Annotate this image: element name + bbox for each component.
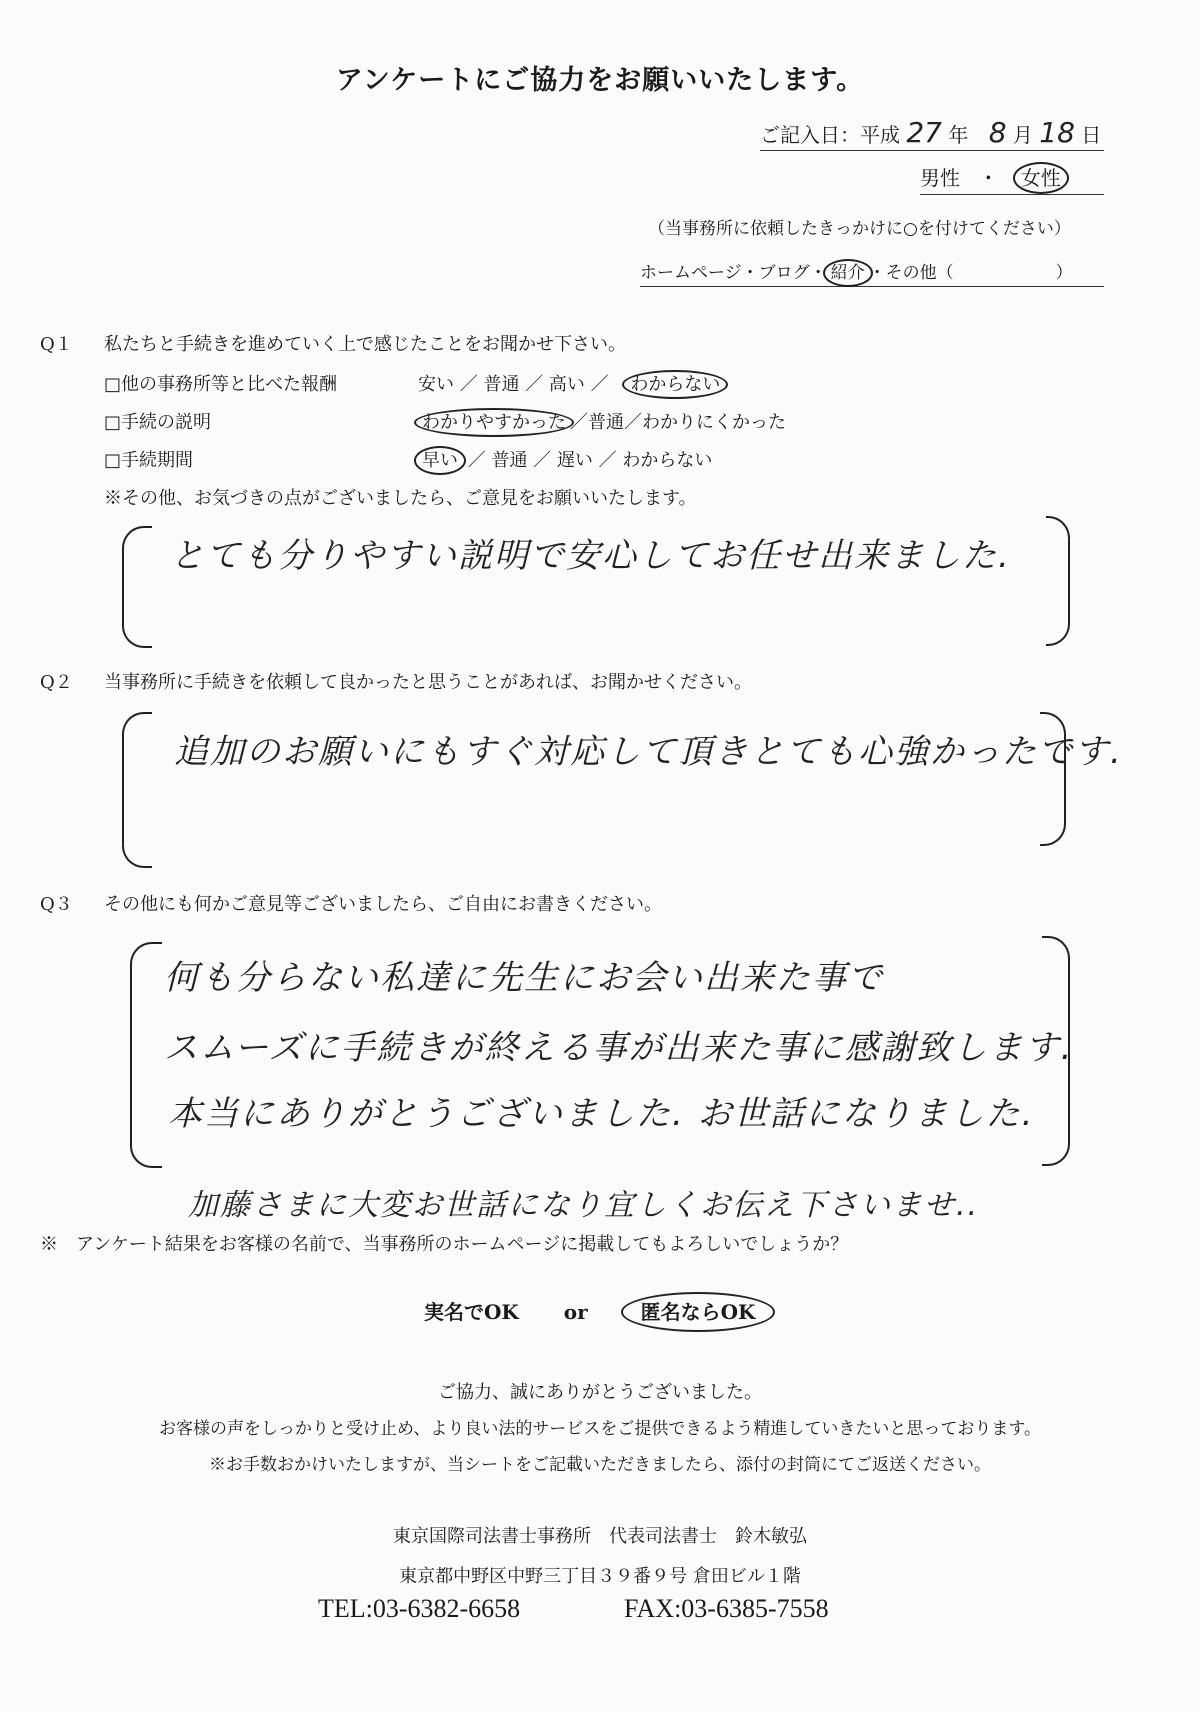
date-day: 18 — [1039, 116, 1075, 149]
q1-row1-opts: 安い ／ 普通 ／ 高い ／ — [418, 374, 609, 395]
trigger-hp: ホームページ・ブログ・ — [640, 263, 827, 283]
trigger-row — [640, 258, 1104, 287]
gender-row — [920, 162, 1104, 195]
office-name: 東京国際司法書士事務所 代表司法書士 鈴木敏弘 — [393, 1526, 807, 1547]
office-fax: FAX:03-6385-7558 — [624, 1594, 829, 1623]
q1-number: Q１ — [40, 334, 73, 355]
date-day-suffix: 日 — [1081, 123, 1102, 147]
trigger-other: ・その他（ ） — [868, 263, 1073, 283]
q1-row2-rest: ／普通／わかりにくかった — [570, 412, 786, 433]
publish-or: or — [563, 1300, 588, 1324]
q3-text: その他にも何かご意見等ございましたら、ご自由にお書きください。 — [104, 894, 662, 915]
date-month-suffix: 月 — [1012, 123, 1033, 147]
trigger-note: （当事務所に依頼したきっかけに○を付けてください） — [648, 219, 1071, 239]
q1-row3-label: □手続期間 — [104, 450, 194, 471]
date-row — [760, 116, 1104, 151]
gender-sep: ・ — [978, 166, 999, 190]
date-label: ご記入日：平成 — [760, 123, 900, 147]
trigger-referral-selected: 紹介 — [823, 259, 873, 287]
q1-row2-options — [418, 408, 786, 434]
q3-answer-line2: スムーズに手続きが終える事が出来た事に感謝致します. — [164, 1028, 1074, 1068]
gender-female-selected: 女性 — [1013, 162, 1069, 194]
q1-row1-selected: わからない — [622, 370, 728, 399]
q1-row1-label: □他の事務所等と比べた報酬 — [104, 374, 338, 395]
date-year-suffix: 年 — [948, 123, 969, 147]
q1-row2-label: □手続の説明 — [104, 412, 212, 433]
gender-male: 男性 — [920, 166, 960, 190]
q3-answer-line1: 何も分らない私達に先生にお会い出来た事で — [164, 958, 884, 998]
q2-answer-bracket-left — [122, 712, 152, 868]
q1-row3-rest: ／ 普通 ／ 遅い ／ わからない — [467, 450, 713, 471]
q1-row1-options — [418, 370, 724, 396]
publish-anonymous-selected: 匿名ならOK — [621, 1292, 776, 1332]
publish-options — [424, 1296, 771, 1325]
q3-answer-line4: 加藤さまに大変お世話になり宜しくお伝え下さいませ.. — [188, 1188, 980, 1223]
q1-text: 私たちと手続きを進めていく上で感じたことをお聞かせ下さい。 — [104, 334, 626, 355]
q1-row2-selected: わかりやすかった — [414, 408, 574, 437]
q3-answer-bracket-left — [130, 942, 162, 1168]
q1-answer: とても分りやすい説明で安心してお任せ出来ました. — [170, 536, 1011, 576]
thanks-text: ご協力、誠にありがとうございました。 — [438, 1382, 762, 1403]
q2-text: 当事務所に手続きを依頼して良かったと思うことがあれば、お聞かせください。 — [104, 672, 752, 693]
q1-row3-selected: 早い — [414, 446, 466, 475]
publish-real-name: 実名でOK — [424, 1300, 519, 1324]
q1-answer-bracket-left — [122, 526, 152, 648]
date-month: 8 — [988, 116, 1007, 149]
q2-answer: 追加のお願いにもすぐ対応して頂きとても心強かったです. — [174, 732, 1123, 772]
q1-note: ※その他、お気づきの点がございましたら、ご意見をお願いいたします。 — [104, 488, 697, 509]
q2-number: Q２ — [40, 672, 73, 693]
q3-answer-line3: 本当にありがとうございました. お世話になりました. — [168, 1094, 1035, 1134]
publish-question: ※ アンケート結果をお客様の名前で、当事務所のホームページに掲載してもよろしいでしょうか？ — [40, 1234, 849, 1255]
office-address: 東京都中野区中野三丁目３９番９号 倉田ビル１階 — [399, 1566, 801, 1587]
return-note: ※お手数おかけいたしますが、当シートをご記載いただきましたら、添付の封筒にてご返送ください。 — [209, 1455, 991, 1475]
q1-row3-options — [418, 446, 712, 472]
date-year: 27 — [906, 116, 942, 149]
q1-answer-bracket-right — [1046, 516, 1070, 646]
q3-number: Q３ — [40, 894, 73, 915]
survey-title: アンケートにご協力をお願いいたします。 — [335, 65, 865, 96]
commitment-text: お客様の声をしっかりと受け止め、より良い法的サービスをご提供できるよう精進していきたいと思っております。 — [159, 1419, 1041, 1439]
office-tel: TEL:03-6382-6658 — [318, 1594, 521, 1623]
